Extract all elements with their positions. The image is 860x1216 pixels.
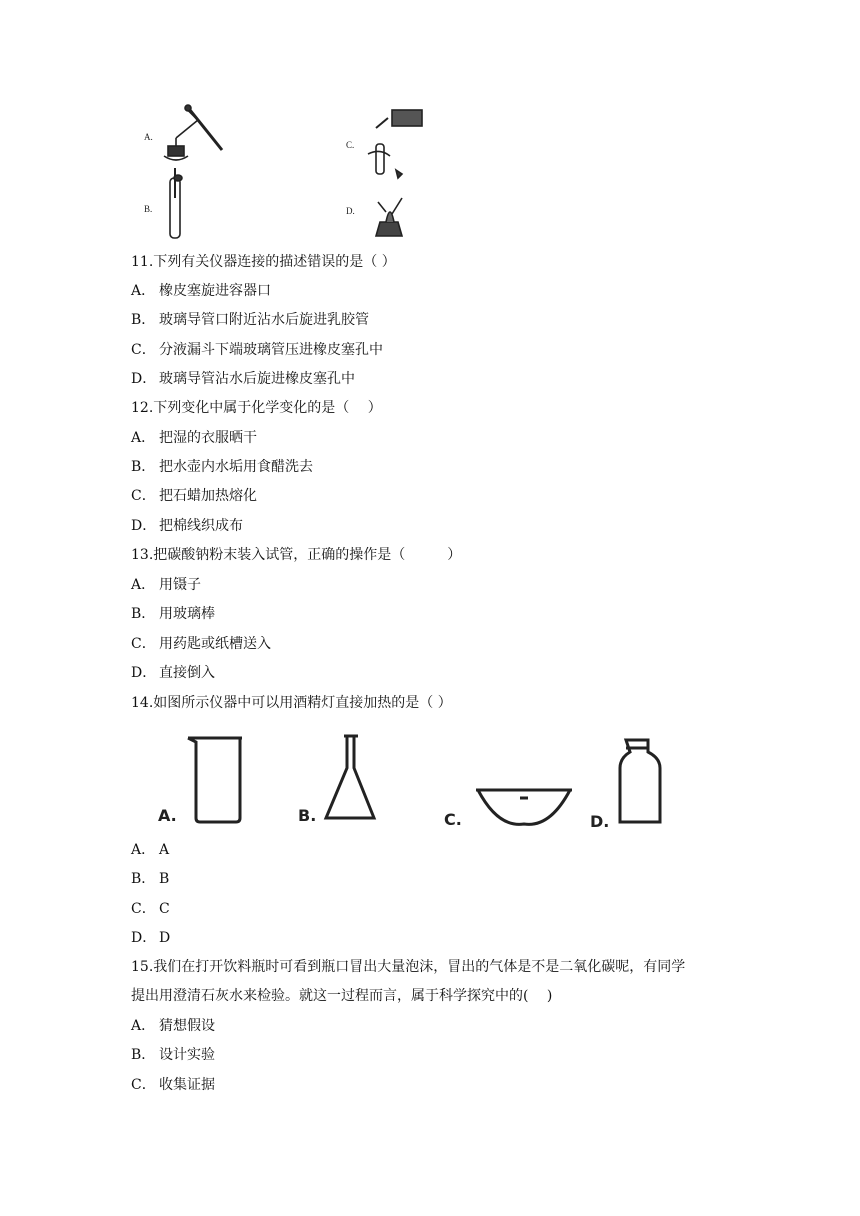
option-text: A <box>159 842 170 858</box>
glassware-label-b: B. <box>298 806 317 825</box>
option-key: C． <box>131 342 156 358</box>
option-key: B． <box>131 459 156 475</box>
q15-option-c[interactable] <box>131 1075 215 1095</box>
option-text: 把湿的衣服晒干 <box>159 430 257 446</box>
glassware-label-a: A. <box>158 806 177 825</box>
q12-option-c[interactable] <box>131 486 257 506</box>
option-text: 用镊子 <box>159 577 201 593</box>
option-text: 直接倒入 <box>159 665 215 681</box>
option-key: B． <box>131 312 156 328</box>
q13-option-d[interactable] <box>131 663 215 683</box>
option-text: B <box>159 871 170 887</box>
q14-option-c[interactable] <box>131 899 170 919</box>
option-key: A． <box>131 577 156 593</box>
figure-label-b: B. <box>144 204 153 214</box>
glassware-label-d: D. <box>590 812 610 831</box>
q12-option-d[interactable] <box>131 516 243 536</box>
q11-option-d[interactable] <box>131 369 355 389</box>
option-text: 把棉线织成布 <box>159 518 243 534</box>
question-15-title-line2: 提出用澄清石灰水来检验。就这一过程而言，属于科学探究中的( ) <box>131 988 553 1004</box>
option-key: B． <box>131 1047 156 1063</box>
option-key: A． <box>131 430 156 446</box>
lab-operations-figure <box>140 98 440 246</box>
glassware-figure <box>150 728 680 832</box>
option-key: D． <box>131 371 157 387</box>
option-text: D <box>159 930 171 946</box>
option-key: A． <box>131 842 156 858</box>
q12-option-a[interactable] <box>131 428 257 448</box>
option-key: A． <box>131 283 156 299</box>
q13-option-c[interactable] <box>131 634 271 654</box>
option-text: 玻璃导管口附近沾水后旋进乳胶管 <box>159 312 369 328</box>
q15-option-b[interactable] <box>131 1045 215 1065</box>
q15-option-a[interactable] <box>131 1016 215 1036</box>
option-key: C． <box>131 1077 156 1093</box>
option-key: A． <box>131 1018 156 1034</box>
question-15-title-line1: 15.我们在打开饮料瓶时可看到瓶口冒出大量泡沫，冒出的气体是不是二氧化碳呢，有同学 <box>131 959 686 975</box>
option-text: 猜想假设 <box>159 1018 215 1034</box>
option-text: 收集证据 <box>159 1077 215 1093</box>
option-key: B． <box>131 871 156 887</box>
q11-option-a[interactable] <box>131 281 271 301</box>
option-text: C <box>159 901 170 917</box>
q11-option-c[interactable] <box>131 340 383 360</box>
figure-label-c: C. <box>346 140 355 150</box>
option-key: C． <box>131 488 156 504</box>
q13-option-a[interactable] <box>131 575 201 595</box>
lab-operations-drawing <box>140 98 440 246</box>
option-key: D． <box>131 665 157 681</box>
option-text: 橡皮塞旋进容器口 <box>159 283 271 299</box>
question-11-title: 11.下列有关仪器连接的描述错误的是（ ） <box>131 254 396 270</box>
question-13-title: 13.把碳酸钠粉末装入试管，正确的操作是（ ） <box>131 547 462 563</box>
option-text: 用玻璃棒 <box>159 606 215 622</box>
q12-option-b[interactable] <box>131 457 313 477</box>
question-12-title: 12.下列变化中属于化学变化的是（ ） <box>131 400 382 416</box>
option-text: 把石蜡加热熔化 <box>159 488 257 504</box>
option-key: C． <box>131 901 156 917</box>
option-key: D． <box>131 930 157 946</box>
figure-label-a: A. <box>144 132 153 142</box>
option-key: D． <box>131 518 157 534</box>
glassware-label-c: C. <box>444 810 462 829</box>
question-14-title: 14.如图所示仪器中可以用酒精灯直接加热的是（ ） <box>131 695 452 711</box>
q14-option-a[interactable] <box>131 840 169 860</box>
q11-option-b[interactable] <box>131 310 369 330</box>
option-text: 用药匙或纸槽送入 <box>159 636 271 652</box>
option-text: 把水壶内水垢用食醋洗去 <box>159 459 313 475</box>
figure-label-d: D. <box>346 206 355 216</box>
option-key: B． <box>131 606 156 622</box>
q14-option-b[interactable] <box>131 869 169 889</box>
option-text: 设计实验 <box>159 1047 215 1063</box>
option-text: 玻璃导管沾水后旋进橡皮塞孔中 <box>159 371 355 387</box>
q13-option-b[interactable] <box>131 604 215 624</box>
q14-option-d[interactable] <box>131 928 170 948</box>
option-text: 分液漏斗下端玻璃管压进橡皮塞孔中 <box>159 342 383 358</box>
option-key: C． <box>131 636 156 652</box>
